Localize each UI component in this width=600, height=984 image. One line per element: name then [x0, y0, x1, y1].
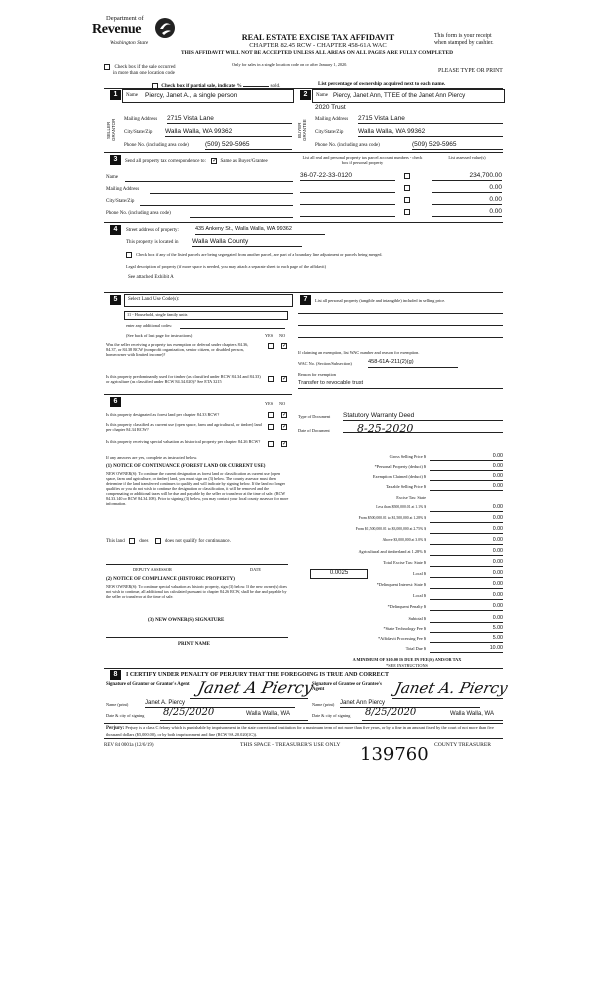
does-not-checkbox[interactable]	[155, 538, 161, 544]
personal-property-line-3[interactable]	[298, 335, 503, 338]
calc-label: From $500,000.01 to $1,500,000 at 1.28% $	[358, 516, 426, 520]
land-use-select[interactable]: 11 - Household, single family units	[124, 311, 288, 320]
segregated-row	[126, 252, 506, 258]
section-8-number: 8	[110, 670, 121, 680]
calc-label: Above $3,000,000 at 3.0% $	[382, 538, 426, 542]
land-use-label-box	[124, 294, 293, 307]
calc-label: *State Technology Fee $	[383, 626, 426, 631]
form-warning: THIS AFFIDAVIT WILL NOT BE ACCEPTED UNLESS ALL AREAS ON ALL PAGES ARE FULLY COMPLETED	[180, 50, 453, 56]
parcel-number-field[interactable]	[300, 208, 395, 217]
washington-state: Washington State	[110, 40, 149, 46]
dept-of: Department of	[106, 15, 144, 22]
buyer-phone-label: Phone No. (including area code)	[315, 143, 380, 148]
grantor-date[interactable]: 8/25/2020	[163, 707, 215, 718]
receipt-note	[434, 33, 494, 47]
seller-name-label: Name	[126, 93, 138, 98]
assessed-header: List assessed value(s)	[448, 155, 486, 160]
calc-label: From $1,500,000.01 to $3,000,000 at 2.75% $	[355, 527, 426, 531]
receipt-note-2: when stamped by cashier.	[434, 40, 494, 46]
calc-label: *Delinquent Penalty $	[387, 604, 426, 609]
table-row	[300, 182, 503, 192]
calc-value[interactable]: 0.00	[430, 615, 503, 623]
street-field[interactable]: 435 Ankeny St., Walla Walla, WA 99362	[195, 226, 325, 235]
calc-label: Exemption Claimed (deduct) $	[372, 474, 426, 479]
seller-mailing-label: Mailing Address	[124, 117, 158, 122]
does-label: does	[139, 539, 149, 545]
calc-value[interactable]: 5.00	[430, 635, 503, 643]
calc-label: Total Excise Tax: State $	[383, 560, 426, 565]
calc-label: Agricultural and timberland at 1.28% $	[358, 549, 426, 554]
s6-question-2: Is this property classified as current use (open space, farm and agricultural, or timber) land per chapter 84.34 RCW?	[106, 422, 262, 433]
land-use-label: Select Land Use Code(s):	[128, 297, 180, 302]
certify-statement: I CERTIFY UNDER PENALTY OF PERJURY THAT THE FOREGOING IS TRUE AND CORRECT	[126, 672, 389, 678]
section-2-number: 2	[300, 90, 311, 100]
grantee-date-label: Date & city of signing	[312, 713, 351, 718]
s6-question-3: Is this property receiving special valuation as historical property per chapter 84.26 RCW?	[106, 439, 261, 444]
section-5-7-border	[104, 292, 503, 293]
assessed-value-field[interactable]: 234,700.00	[432, 172, 502, 181]
wac-label: WAC No. (Section/Subsection)	[298, 361, 352, 366]
exemption-label: If claiming an exemption, list WAC number and reason for exemption.	[298, 350, 420, 355]
calc-value[interactable]: 0.00	[430, 592, 503, 600]
calc-value[interactable]: 5.00	[430, 625, 503, 633]
this-land-label: This land	[106, 539, 125, 545]
county-treasurer: COUNTY TREASURER	[434, 742, 492, 748]
calc-label: *Delinquent Interest: State $	[376, 582, 426, 587]
grantee-print-label: Name (print)	[312, 702, 335, 707]
dor-logo-icon	[154, 17, 176, 39]
only-for-sales-note: Only for sales in a single location code on or after January 1, 2020.	[232, 62, 348, 67]
seller-city-label: City/State/Zip	[124, 130, 153, 135]
minimum-note: A MINIMUM OF $10.00 IS DUE IN FEE(S) AND/OR TAX	[352, 657, 462, 662]
local-label: Local $	[412, 571, 426, 576]
deputy-date-label: DATE	[250, 567, 261, 572]
calc-value[interactable]: 0.00	[430, 526, 503, 534]
buyer-name-line2[interactable]: 2020 Trust	[315, 104, 346, 111]
seller-city-field[interactable]: Walla Walla, WA 99362	[165, 128, 292, 137]
section-8-border	[104, 668, 503, 669]
seller-mailing-field[interactable]: 2715 Vista Lane	[167, 115, 292, 124]
perjury-label: Perjury:	[106, 726, 125, 731]
seller-phone-label: Phone No. (including area code)	[124, 143, 189, 148]
partial-sale-sold: sold.	[270, 83, 281, 89]
calc-value[interactable]: 0.00	[430, 463, 503, 471]
notice-2-title: (2) NOTICE OF COMPLIANCE (HISTORIC PROPERTY)	[106, 577, 235, 582]
personal-property-checkbox[interactable]	[404, 197, 410, 203]
does-not-label: does not qualify for continuance.	[164, 539, 231, 545]
calc-value[interactable]: 10.00	[430, 645, 503, 653]
grantee-city[interactable]: Walla Walla, WA	[450, 711, 495, 717]
section-7-number: 7	[300, 295, 311, 305]
calc-label: Excise Tax: State	[396, 495, 426, 500]
s3-mailing-label: Mailing Address	[106, 187, 140, 192]
table-row	[300, 206, 503, 216]
form-subtitle: CHAPTER 82.45 RCW - CHAPTER 458-61A WAC	[249, 42, 387, 49]
grantee-date-line	[362, 719, 503, 721]
notice-1-body: NEW OWNER(S): To continue the current designation as forest land or classification as current use (open space, farm and agriculture, or timber) land, you must sign on (3) below. The county assessor must then determine if the land transferred continues to qualify and will indicate by signing below. If the land no longer qualifies or you do not wish to continue the designation or classification, it will be removed and the compensating or additional taxes will be due and payable by the seller or transferor at the time of sale. (RCW 84.33.140 or RCW 84.34.108). Prior to signing (3) below, you may contact your local county assessor for more information.	[106, 471, 289, 506]
calc-value[interactable]: 0.00	[430, 581, 503, 589]
type-or-print: PLEASE TYPE OR PRINT	[438, 68, 503, 74]
calc-label: Total Due $	[405, 646, 426, 651]
see-instructions: *SEE INSTRUCTIONS	[386, 663, 428, 668]
multi-location-label-1: Check box if the sale occurred	[114, 65, 176, 71]
dor-logo	[92, 12, 182, 52]
calc-value[interactable]: 0.00	[430, 453, 503, 461]
parcel-number-field[interactable]	[300, 196, 395, 205]
form-title: REAL ESTATE EXCISE TAX AFFIDAVIT	[241, 33, 395, 42]
section-6-header-line	[104, 394, 292, 395]
calc-value[interactable]: 0.00	[430, 548, 503, 556]
grantor-sig-label: Signature of Grantor or Grantor's Agent	[106, 682, 190, 687]
seller-phone-field[interactable]: (509) 529-5965	[205, 141, 292, 150]
seller-name-field[interactable]: Piercy, Janet A., a single person	[145, 92, 238, 99]
revenue-wordmark: Revenue	[92, 22, 142, 37]
calc-value[interactable]: 0.00	[430, 504, 503, 512]
calc-label: Taxable Selling Price $	[386, 484, 426, 489]
calc-label: Local $	[412, 593, 426, 598]
grantor-sig-line	[190, 697, 308, 699]
personal-property-line-2[interactable]	[298, 323, 503, 326]
parcel-number-field[interactable]	[300, 184, 395, 193]
doc-date-label: Date of Document	[298, 428, 330, 433]
section-4-number: 4	[110, 225, 121, 235]
s5-yes-header: YES	[265, 333, 274, 338]
doc-type-label: Type of Document	[298, 414, 331, 419]
personal-property-checkbox[interactable]	[404, 209, 410, 215]
s5-no-header: NO	[279, 333, 286, 338]
seller-name-row	[122, 89, 294, 103]
s3-city-field[interactable]	[140, 200, 293, 206]
s6-q3-yes-checkbox[interactable]	[268, 441, 274, 447]
grantee-print-name[interactable]: Janet Ann Piercy	[340, 700, 480, 708]
grantee-signature[interactable]: Janet A. Piercy	[393, 679, 510, 697]
calc-label: Gross Selling Price $	[389, 454, 426, 459]
s3-name-label: Name	[106, 175, 118, 180]
s5-q2-no-checkbox[interactable]: ✓	[282, 376, 288, 382]
table-row	[300, 170, 503, 180]
calc-value[interactable]: 0.00	[430, 537, 503, 545]
parcel-header: List all real and personal property tax parcel account numbers - check box if personal property	[302, 155, 423, 166]
notice-2-body: NEW OWNER(S): To continue special valuation as historic property, sign (3) below. If the new owner(s) does not wish to continue, all additional tax calculated pursuant to chapter 84.26 RCW, shall be due and payable by the seller or transferor at the time of sale.	[106, 584, 287, 599]
buyer-mailing-field[interactable]: 2715 Vista Lane	[358, 115, 503, 124]
located-label: This property is located in	[126, 240, 179, 245]
perjury-note	[104, 723, 503, 739]
same-as-buyer-label: Same as Buyer/Grantee	[220, 159, 268, 165]
buyer-mailing-label: Mailing Address	[315, 117, 349, 122]
assessed-value-field[interactable]: 0.00	[432, 196, 502, 205]
doc-date-field[interactable]: 8-25-2020	[343, 422, 503, 433]
segregated-label: Check box if any of the listed parcels are being segregated from another parcel, are part of a boundary line adjustment or parcels being merged.	[136, 252, 383, 257]
street-label: Street address of property:	[126, 228, 179, 233]
see-page-note: (See back of last page for instructions)	[126, 333, 193, 338]
table-row	[300, 194, 503, 204]
s6-q3-no-checkbox[interactable]: ✓	[282, 441, 288, 447]
s3-phone-label: Phone No. (including area code)	[106, 211, 171, 216]
partial-sale-percent-field[interactable]	[243, 81, 269, 87]
multi-location-label-2: in more than one location code	[113, 71, 175, 76]
s5-question-1: Was the seller receiving a property tax exemption or deferral under chapters 84.36, 84.37, or 84.38 RCW (nonprofit organization, senior citizen, or disabled person, homeowner with limited income)?	[106, 342, 249, 358]
assessed-value-field[interactable]: 0.00	[432, 184, 502, 193]
section-1-number: 1	[110, 90, 121, 100]
county-field[interactable]: Walla Walla County	[192, 238, 302, 247]
treasurer-use-only: THIS SPACE - TREASURER'S USE ONLY	[240, 742, 341, 748]
segregated-checkbox[interactable]	[126, 252, 132, 258]
send-correspondence-label: Send all property tax correspondence to:	[125, 159, 206, 165]
send-correspondence-row	[125, 158, 268, 165]
calc-value[interactable]: 0.00	[430, 473, 503, 481]
assessed-value-field[interactable]: 0.00	[432, 208, 502, 217]
s6-q1-yes-checkbox[interactable]	[268, 412, 274, 418]
additional-codes-label: enter any additional codes:	[126, 323, 173, 328]
buyer-city-label: City/State/Zip	[315, 130, 344, 135]
buyer-phone-field[interactable]: (509) 529-5965	[412, 141, 503, 150]
calc-value[interactable]: 0.00	[430, 603, 503, 611]
notice-1-title: (1) NOTICE OF CONTINUANCE (FOREST LAND OR CURRENT USE)	[106, 464, 266, 469]
grantee-date[interactable]: 8/25/2020	[365, 707, 417, 718]
s5-q1-yes-checkbox[interactable]	[268, 343, 274, 349]
s3-phone-field[interactable]	[190, 212, 293, 218]
print-name-label: PRINT NAME	[178, 642, 210, 647]
perjury-text: Perjury is a class C felony which is punishable by imprisonment in the state correctional institution for a maximum term of not more than five years, or by a fine in an amount fixed by the court of not more than five thousand dollars ($5,000.00), or by both imprisonment and fine (RCW 9A.20.020(1C)).	[106, 725, 494, 737]
s3-mailing-field[interactable]	[150, 188, 293, 194]
buyer-name-label: Name	[316, 93, 328, 98]
personal-property-checkbox[interactable]	[404, 185, 410, 191]
continuance-row	[106, 538, 231, 545]
rev-number: REV 84 0001a (12/6/19)	[104, 743, 154, 748]
receipt-note-1: This form is your receipt	[434, 33, 492, 39]
reason-label: Reason for exemption	[298, 372, 336, 377]
calc-value[interactable]: 0.00	[430, 515, 503, 523]
personal-property-line-1[interactable]	[298, 311, 503, 314]
percentage-note: List percentage of ownership acquired next to each name.	[318, 81, 446, 87]
grantor-print-label: Name (print)	[106, 702, 129, 707]
calc-label: *Personal Property (deduct) $	[374, 464, 426, 469]
local-value[interactable]: 0.00	[430, 570, 503, 578]
calc-label: Less than $500,000.01 at 1.1% $	[376, 505, 426, 509]
s6-q1-no-checkbox[interactable]: ✓	[282, 412, 288, 418]
wac-field[interactable]: 458-61A-211(2)(g)	[368, 359, 458, 368]
new-owner-sig-label: (3) NEW OWNER(S) SIGNATURE	[148, 618, 225, 623]
stamp-number: 139760	[360, 744, 429, 765]
s6-q2-yes-checkbox[interactable]	[268, 424, 274, 430]
calc-value[interactable]: 0.00	[430, 483, 503, 491]
same-as-buyer-checkbox[interactable]: ✓	[212, 158, 218, 164]
s6-yes-header: YES	[265, 401, 274, 406]
deputy-assessor-label: DEPUTY ASSESSOR	[133, 567, 172, 572]
buyer-name-row	[312, 89, 505, 103]
calc-label: Subtotal $	[408, 616, 426, 621]
s5-question-2: Is this property predominantly used for timber (as classified under RCW 84.34 and 84.33) or agriculture (as classified under RCW 84.34.020)? See ETA 3215	[106, 374, 261, 385]
grantor-city[interactable]: Walla Walla, WA	[246, 711, 291, 717]
additional-codes-field[interactable]	[180, 323, 285, 329]
doc-type-field[interactable]: Statutory Warranty Deed	[343, 412, 503, 421]
s3-city-label: City/State/Zip	[106, 199, 135, 204]
grantee-sig-line	[392, 697, 503, 699]
s6-q2-no-checkbox[interactable]: ✓	[282, 424, 288, 430]
does-checkbox[interactable]	[129, 538, 135, 544]
grantee-sig-label: Signature of Grantee or Grantee's Agent	[312, 682, 382, 693]
parcel-number-field[interactable]: 36-07-22-33-0120	[300, 172, 395, 181]
if-yes-note: If any answers are yes, complete as instructed below.	[106, 455, 198, 460]
buyer-name-field[interactable]: Piercy, Janet Ann, TTEE of the Janet Ann Piercy	[333, 92, 466, 99]
calc-label: *Affidavit Processing Fee $	[377, 636, 426, 641]
reason-field[interactable]: Transfer to revocable trust	[298, 380, 503, 389]
s5-q1-no-checkbox[interactable]: ✓	[282, 343, 288, 349]
grantor-print-name[interactable]: Janet A. Piercy	[145, 700, 295, 708]
multi-location-checkbox[interactable]	[104, 64, 110, 70]
local-rate-field[interactable]: 0.0025	[310, 569, 368, 579]
calc-value[interactable]: 0.00	[430, 559, 503, 567]
grantor-date-line	[160, 719, 308, 721]
grantor-date-label: Date & city of signing	[106, 713, 145, 718]
s3-name-field[interactable]	[125, 176, 293, 182]
seller-side-label: SELLER GRANTOR	[106, 118, 116, 142]
legal-field[interactable]: See attached Exhibit A	[128, 275, 174, 280]
s5-q2-yes-checkbox[interactable]	[268, 376, 274, 382]
grantor-signature[interactable]: Janet A Piercy	[195, 678, 315, 697]
section-6-number: 6	[110, 397, 121, 407]
legal-label: Legal description of property (if more space is needed, you may attach a separate sheet to each page of the affidavit)	[126, 264, 326, 269]
s6-no-header: NO	[279, 401, 286, 406]
section-5-number: 5	[110, 295, 121, 305]
personal-property-checkbox[interactable]	[404, 173, 410, 179]
new-owner-sig-line[interactable]	[106, 635, 288, 638]
buyer-city-field[interactable]: Walla Walla, WA 99362	[358, 128, 503, 137]
section-3-number: 3	[110, 155, 121, 165]
s6-question-1: Is this property designated as forest land per chapter 84.33 RCW?	[106, 412, 220, 417]
personal-property-label: List all personal property (tangible and intangible) included in selling price.	[315, 298, 446, 303]
deputy-assessor-sig-line[interactable]	[106, 562, 288, 565]
partial-sale-label: Check box if partial sale, indicate %	[161, 83, 242, 89]
buyer-side-label: BUYER GRANTEE	[297, 119, 307, 141]
